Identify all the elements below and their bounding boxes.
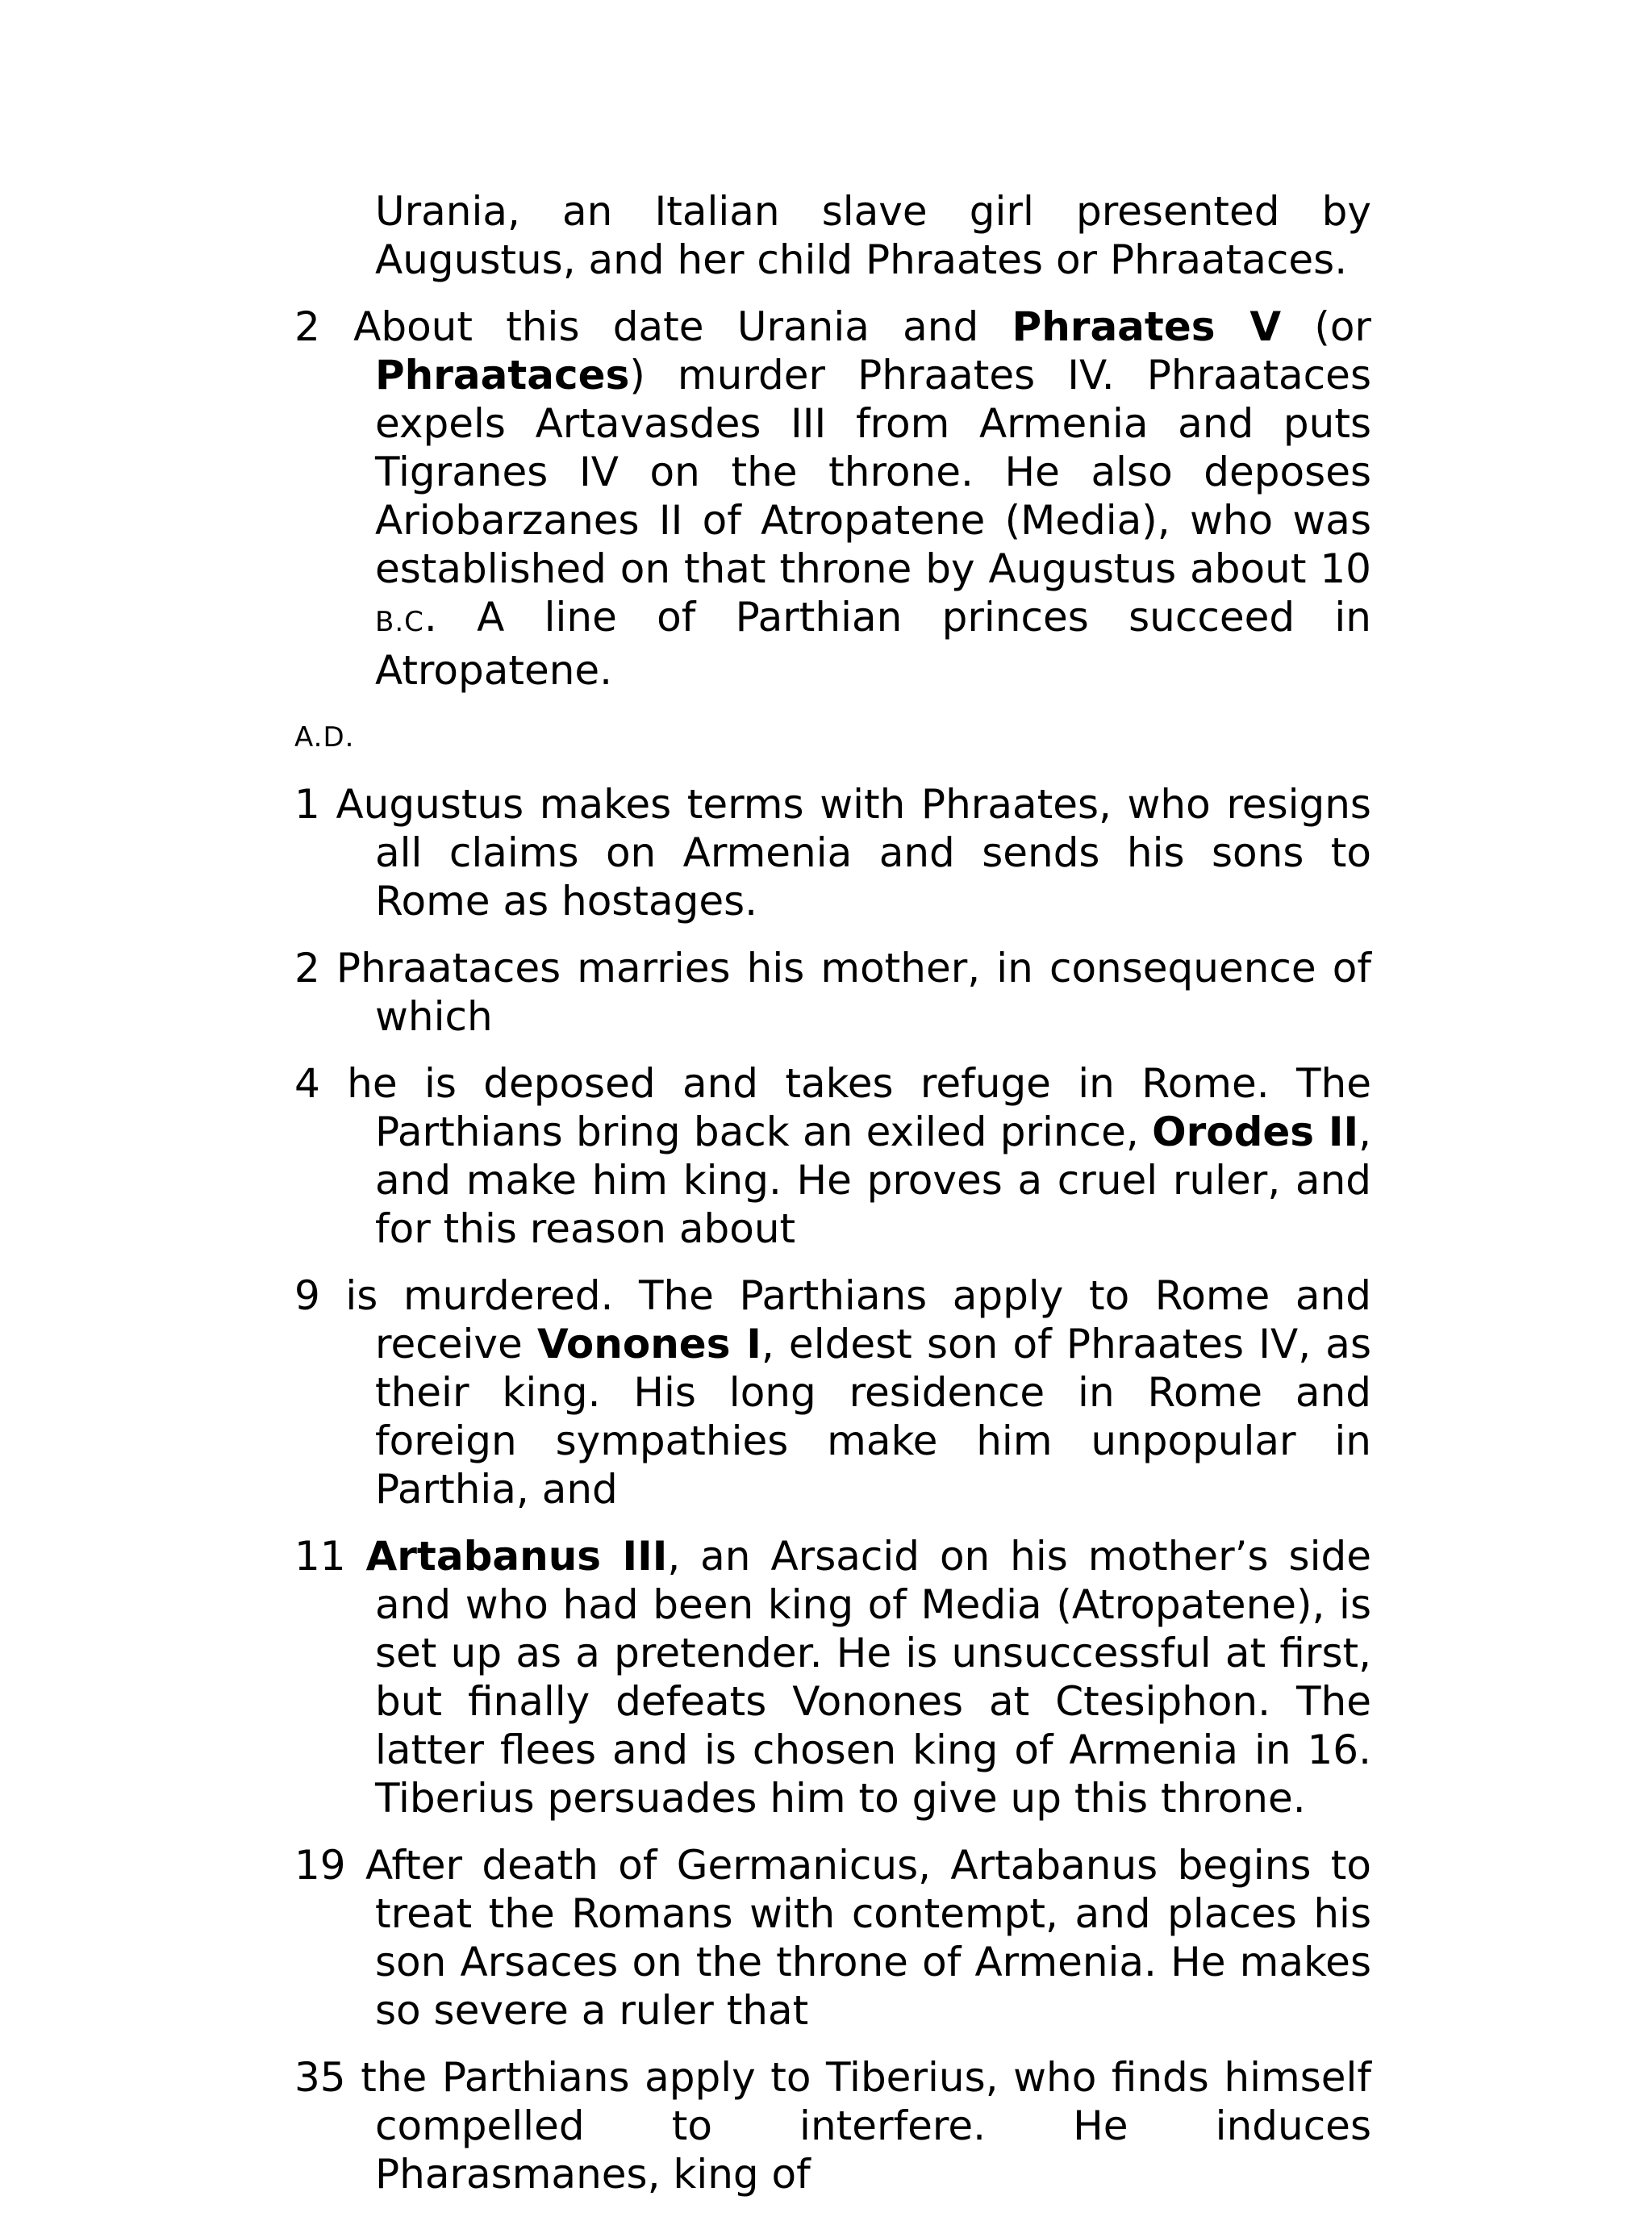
entry-year: 9	[294, 1272, 320, 1319]
entry-year-1	[294, 780, 1371, 925]
era-abbreviation: B.C	[375, 606, 424, 638]
ruler-name: Orodes II	[1152, 1108, 1359, 1155]
entry-text: , an Arsacid on his mother’s side and who had been king of Media (Atropatene), is set up as a pretender. He is unsuccessful at first, but finally defeats Vonones at Ctesiphon. The latter flees and is chosen king of Armenia in 16. Tiberius persuades him to give up this throne.	[375, 1533, 1371, 1822]
entry-year-2-bc	[294, 303, 1371, 695]
entry-text: the Parthians apply to Tiberius, who finds himself compelled to interfere. He induces Pharasmanes, king of	[361, 2054, 1372, 2198]
entry-year: 11	[294, 1533, 346, 1580]
entry-text: he is deposed and takes refuge in Rome. The Parthians bring back an exiled prince,	[347, 1060, 1371, 1155]
entry-text: About this date Urania and	[353, 303, 1012, 350]
entry-year-19	[294, 1841, 1371, 2035]
ruler-name: Phraates V	[1012, 303, 1282, 350]
entry-year: 19	[294, 1842, 346, 1889]
entry-year-2	[294, 944, 1371, 1041]
entry-text: , eldest son of Phraates IV, as their king. His long residence in Rome and foreign sympathies make him unpopular in Parthia, and	[375, 1321, 1371, 1513]
entry-year: 1	[294, 781, 320, 828]
entry-text: , and make him king. He proves a cruel ruler, and for this reason about	[375, 1108, 1371, 1252]
entry-text: Phraataces marries his mother, in consequence of which	[336, 945, 1371, 1040]
entry-text: (or	[1281, 303, 1371, 350]
ruler-name: Artabanus III	[365, 1533, 668, 1580]
entry-year: 35	[294, 2054, 346, 2101]
entry-year: 2	[294, 303, 320, 350]
entry-year-11	[294, 1532, 1371, 1822]
entry-year: 4	[294, 1060, 320, 1107]
entry-year-35	[294, 2053, 1371, 2198]
entry-text: ) murder Phraates IV. Phraataces expels Artavasdes III from Armenia and puts Tigranes IV on the throne. He also deposes Ariobarzanes II of Atropatene (Media), who was established on that throne by Augustus about 10	[375, 352, 1371, 592]
entry-year: 2	[294, 945, 320, 992]
entry-text: Augustus makes terms with Phraates, who resigns all claims on Armenia and sends his sons to Rome as hostages.	[336, 781, 1371, 925]
entry-text: is murdered. The Parthians apply to Rome and receive	[345, 1272, 1371, 1367]
entry-text: Urania, an Italian slave girl presented by Augustus, and her child Phraates or Phraataces.	[375, 188, 1371, 283]
ruler-name: Vonones I	[536, 1321, 761, 1367]
ruler-name: Phraataces	[375, 352, 630, 399]
era-heading: A.D.	[294, 721, 355, 754]
entry-year-4	[294, 1059, 1371, 1253]
entry-text: . A line of Parthian princes succeed in Atropatene.	[375, 594, 1371, 694]
document-page	[294, 187, 1371, 2217]
entry-continuation	[294, 187, 1371, 284]
entry-text: After death of Germanicus, Artabanus begins to treat the Romans with contempt, and places his son Arsaces on the throne of Armenia. He makes so severe a ruler that	[365, 1842, 1371, 2034]
entry-year-9	[294, 1271, 1371, 1513]
